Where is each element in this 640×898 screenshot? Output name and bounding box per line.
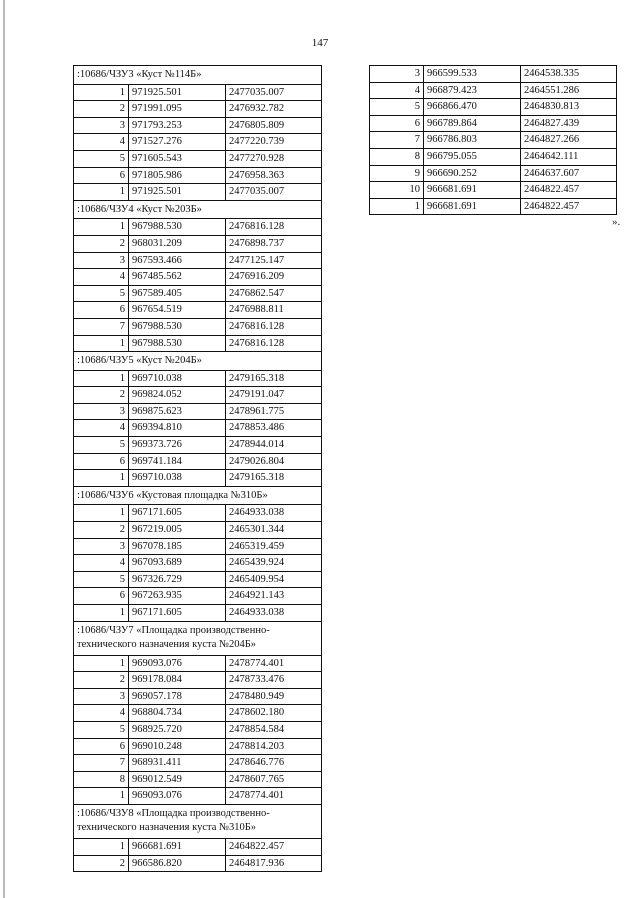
coordinate-row (370, 66, 617, 83)
coordinate-row (74, 855, 322, 872)
point-number: 2 (74, 672, 129, 689)
coordinate-row (74, 453, 322, 470)
coordinate-x: 971925.501 (129, 84, 226, 101)
coordinate-y: 2476816.128 (226, 318, 322, 335)
section-header-row (74, 66, 322, 85)
coordinate-row (74, 403, 322, 420)
coordinate-x: 966690.252 (424, 165, 521, 182)
coordinate-y: 2478602.180 (226, 705, 322, 722)
section-title: :10686/ЧЗУ3 «Куст №114Б» (74, 66, 322, 85)
point-number: 1 (74, 655, 129, 672)
coordinate-y: 2478961.775 (226, 403, 322, 420)
coordinate-y: 2464827.439 (521, 115, 617, 132)
coordinate-y: 2476816.128 (226, 335, 322, 352)
coordinate-row (74, 755, 322, 772)
coordinate-y: 2464538.335 (521, 66, 617, 83)
coordinate-row (74, 252, 322, 269)
coordinate-y: 2464642.111 (521, 148, 617, 165)
point-number: 1 (74, 84, 129, 101)
point-number: 1 (74, 370, 129, 387)
coordinate-x: 969710.038 (129, 370, 226, 387)
coordinate-row (74, 370, 322, 387)
coordinate-row (74, 538, 322, 555)
coordinate-x: 969373.726 (129, 437, 226, 454)
coordinate-y: 2464822.457 (226, 838, 322, 855)
point-number: 1 (74, 505, 129, 522)
coordinate-y: 2465409.954 (226, 571, 322, 588)
coordinate-row (74, 269, 322, 286)
coordinate-row (74, 838, 322, 855)
coordinate-row (74, 318, 322, 335)
coordinate-x: 966681.691 (424, 198, 521, 215)
coordinates-table-left (73, 65, 322, 872)
coordinate-row (74, 505, 322, 522)
point-number: 4 (74, 420, 129, 437)
coordinate-y: 2477270.928 (226, 150, 322, 167)
coordinate-row (74, 302, 322, 319)
coordinate-row (74, 605, 322, 622)
coordinate-y: 2479165.318 (226, 470, 322, 487)
point-number: 9 (370, 165, 424, 182)
coordinate-row (74, 117, 322, 134)
coordinate-row (74, 588, 322, 605)
coordinate-y: 2476988.811 (226, 302, 322, 319)
coordinate-x: 966879.423 (424, 82, 521, 99)
coordinate-x: 966599.533 (424, 66, 521, 83)
point-number: 2 (74, 101, 129, 118)
coordinates-table-right (369, 65, 617, 215)
coordinate-x: 971793.253 (129, 117, 226, 134)
coordinate-x: 966586.820 (129, 855, 226, 872)
coordinate-row (74, 721, 322, 738)
coordinate-y: 2464822.457 (521, 182, 617, 199)
coordinate-row (370, 182, 617, 199)
coordinate-x: 967171.605 (129, 505, 226, 522)
coordinate-y: 2478774.401 (226, 655, 322, 672)
point-number: 7 (370, 132, 424, 149)
coordinate-y: 2477035.007 (226, 184, 322, 201)
section-title: :10686/ЧЗУ5 «Куст №204Б» (74, 352, 322, 371)
point-number: 1 (370, 198, 424, 215)
coordinate-row (74, 184, 322, 201)
coordinate-row (74, 101, 322, 118)
point-number: 1 (74, 219, 129, 236)
coordinate-y: 2476898.737 (226, 235, 322, 252)
coordinate-x: 969012.549 (129, 771, 226, 788)
point-number: 6 (370, 115, 424, 132)
coordinate-row (74, 470, 322, 487)
coordinate-row (74, 335, 322, 352)
coordinate-y: 2478607.765 (226, 771, 322, 788)
coordinate-y: 2476958.363 (226, 167, 322, 184)
point-number: 1 (74, 788, 129, 805)
coordinate-row (74, 420, 322, 437)
point-number: 7 (74, 755, 129, 772)
coordinate-y: 2478853.486 (226, 420, 322, 437)
coordinate-y: 2464637.607 (521, 165, 617, 182)
coordinate-row (370, 82, 617, 99)
point-number: 7 (74, 318, 129, 335)
coordinate-x: 971527.276 (129, 134, 226, 151)
coordinate-row (74, 134, 322, 151)
coordinate-x: 969010.248 (129, 738, 226, 755)
point-number: 4 (74, 555, 129, 572)
point-number: 3 (370, 66, 424, 83)
coordinate-y: 2464827.266 (521, 132, 617, 149)
point-number: 6 (74, 738, 129, 755)
page-number: 147 (311, 37, 329, 49)
coordinate-y: 2464830.813 (521, 99, 617, 116)
coordinate-x: 966681.691 (129, 838, 226, 855)
point-number: 4 (370, 82, 424, 99)
coordinate-y: 2478480.949 (226, 688, 322, 705)
closing-quote: ». (612, 216, 621, 228)
coordinate-y: 2464551.286 (521, 82, 617, 99)
coordinate-x: 969057.178 (129, 688, 226, 705)
coordinate-x: 971925.501 (129, 184, 226, 201)
coordinate-y: 2465301.344 (226, 522, 322, 539)
point-number: 5 (370, 99, 424, 116)
point-number: 8 (74, 771, 129, 788)
coordinate-y: 2464817.936 (226, 855, 322, 872)
coordinate-y: 2478814.203 (226, 738, 322, 755)
section-title: :10686/ЧЗУ8 «Площадка производственно-технического назначения куста №310Б» (74, 804, 322, 838)
coordinate-row (74, 285, 322, 302)
coordinate-y: 2464921.143 (226, 588, 322, 605)
point-number: 6 (74, 453, 129, 470)
coordinate-row (74, 235, 322, 252)
coordinate-x: 968931.411 (129, 755, 226, 772)
coordinate-x: 968031.209 (129, 235, 226, 252)
coordinate-y: 2478733.476 (226, 672, 322, 689)
coordinate-x: 968804.734 (129, 705, 226, 722)
coordinate-x: 971605.543 (129, 150, 226, 167)
coordinate-row (74, 788, 322, 805)
coordinate-row (74, 771, 322, 788)
point-number: 5 (74, 150, 129, 167)
coordinate-row (74, 655, 322, 672)
point-number: 1 (74, 335, 129, 352)
coordinate-row (74, 705, 322, 722)
point-number: 4 (74, 705, 129, 722)
coordinate-row (74, 84, 322, 101)
coordinate-x: 969093.076 (129, 788, 226, 805)
coordinate-row (370, 148, 617, 165)
coordinate-x: 967219.005 (129, 522, 226, 539)
coordinate-x: 969741.184 (129, 453, 226, 470)
coordinate-y: 2464933.038 (226, 505, 322, 522)
coordinate-y: 2479026.804 (226, 453, 322, 470)
coordinate-row (74, 150, 322, 167)
coordinate-x: 966795.055 (424, 148, 521, 165)
coordinate-y: 2476805.809 (226, 117, 322, 134)
coordinate-x: 967593.466 (129, 252, 226, 269)
point-number: 2 (74, 522, 129, 539)
coordinate-y: 2479165.318 (226, 370, 322, 387)
coordinate-y: 2465439.924 (226, 555, 322, 572)
point-number: 10 (370, 182, 424, 199)
coordinate-y: 2477125.147 (226, 252, 322, 269)
coordinate-x: 969824.052 (129, 387, 226, 404)
coordinate-x: 967093.689 (129, 555, 226, 572)
coordinate-y: 2477035.007 (226, 84, 322, 101)
coordinate-x: 969710.038 (129, 470, 226, 487)
coordinate-row (370, 99, 617, 116)
coordinate-x: 969875.623 (129, 403, 226, 420)
coordinate-y: 2476932.782 (226, 101, 322, 118)
point-number: 6 (74, 302, 129, 319)
coordinate-y: 2476816.128 (226, 219, 322, 236)
coordinate-x: 966789.864 (424, 115, 521, 132)
point-number: 1 (74, 184, 129, 201)
coordinate-y: 2464933.038 (226, 605, 322, 622)
section-title: :10686/ЧЗУ4 «Куст №203Б» (74, 200, 322, 219)
point-number: 3 (74, 403, 129, 420)
coordinate-x: 967078.185 (129, 538, 226, 555)
coordinate-y: 2476916.209 (226, 269, 322, 286)
point-number: 5 (74, 721, 129, 738)
coordinate-x: 969178.084 (129, 672, 226, 689)
coordinate-y: 2476862.547 (226, 285, 322, 302)
coordinate-y: 2479191.047 (226, 387, 322, 404)
coordinate-x: 967263.935 (129, 588, 226, 605)
coordinate-x: 967589.405 (129, 285, 226, 302)
coordinate-row (74, 688, 322, 705)
section-header-row (74, 804, 322, 838)
coordinate-x: 967171.605 (129, 605, 226, 622)
coordinate-row (74, 738, 322, 755)
coordinate-row (74, 437, 322, 454)
coordinate-y: 2464822.457 (521, 198, 617, 215)
coordinate-row (74, 672, 322, 689)
coordinate-row (370, 132, 617, 149)
coordinate-row (370, 165, 617, 182)
point-number: 6 (74, 167, 129, 184)
coordinate-x: 967654.519 (129, 302, 226, 319)
point-number: 5 (74, 285, 129, 302)
coordinate-y: 2478646.776 (226, 755, 322, 772)
point-number: 3 (74, 252, 129, 269)
coordinate-x: 968925.720 (129, 721, 226, 738)
point-number: 3 (74, 688, 129, 705)
coordinate-x: 967988.530 (129, 219, 226, 236)
section-title: :10686/ЧЗУ7 «Площадка производственно-технического назначения куста №204Б» (74, 621, 322, 655)
point-number: 5 (74, 437, 129, 454)
coordinate-x: 967485.562 (129, 269, 226, 286)
point-number: 2 (74, 235, 129, 252)
point-number: 2 (74, 387, 129, 404)
coordinate-row (370, 115, 617, 132)
point-number: 6 (74, 588, 129, 605)
point-number: 3 (74, 538, 129, 555)
section-header-row (74, 486, 322, 505)
coordinate-x: 969093.076 (129, 655, 226, 672)
point-number: 1 (74, 605, 129, 622)
point-number: 4 (74, 269, 129, 286)
coordinate-x: 966681.691 (424, 182, 521, 199)
coordinate-y: 2478854.584 (226, 721, 322, 738)
point-number: 1 (74, 470, 129, 487)
coordinate-y: 2478944.014 (226, 437, 322, 454)
coordinate-x: 969394.810 (129, 420, 226, 437)
coordinate-x: 966866.470 (424, 99, 521, 116)
coordinate-x: 971805.986 (129, 167, 226, 184)
point-number: 4 (74, 134, 129, 151)
coordinate-x: 967988.530 (129, 318, 226, 335)
scan-edge (3, 0, 5, 898)
coordinate-y: 2477220.739 (226, 134, 322, 151)
coordinate-y: 2465319.459 (226, 538, 322, 555)
coordinate-row (74, 571, 322, 588)
coordinate-row (74, 387, 322, 404)
point-number: 1 (74, 838, 129, 855)
section-title: :10686/ЧЗУ6 «Кустовая площадка №310Б» (74, 486, 322, 505)
coordinate-x: 971991.095 (129, 101, 226, 118)
coordinate-x: 966786.803 (424, 132, 521, 149)
coordinate-row (74, 167, 322, 184)
point-number: 5 (74, 571, 129, 588)
section-header-row (74, 621, 322, 655)
coordinate-row (74, 555, 322, 572)
coordinate-y: 2478774.401 (226, 788, 322, 805)
point-number: 3 (74, 117, 129, 134)
coordinate-row (370, 198, 617, 215)
coordinate-row (74, 522, 322, 539)
point-number: 8 (370, 148, 424, 165)
coordinate-x: 967326.729 (129, 571, 226, 588)
point-number: 2 (74, 855, 129, 872)
coordinate-x: 967988.530 (129, 335, 226, 352)
coordinate-row (74, 219, 322, 236)
section-header-row (74, 352, 322, 371)
section-header-row (74, 200, 322, 219)
